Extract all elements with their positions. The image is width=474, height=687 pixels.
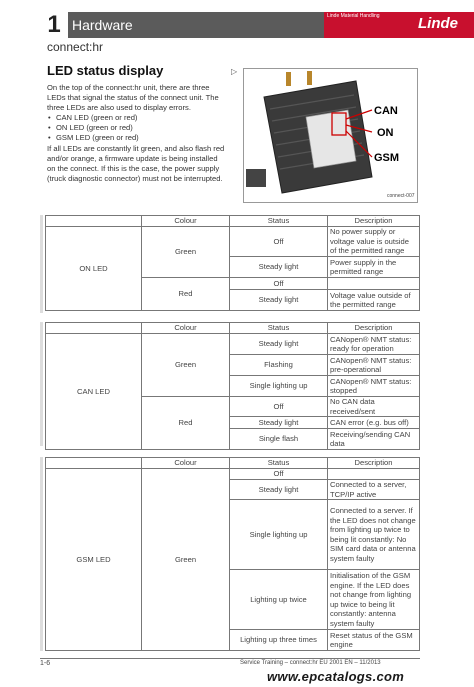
description-cell: Power supply in the permitted range — [328, 257, 420, 278]
table-header-colour: Colour — [142, 323, 230, 334]
linde-logo: Linde — [418, 15, 458, 32]
colour-cell: Green — [142, 227, 230, 278]
intro-text — [47, 83, 227, 184]
antenna-connector — [307, 71, 312, 85]
status-cell: Single lighting up — [230, 500, 328, 570]
group-label-on-led: ON LED — [46, 227, 142, 311]
status-cell: Off — [230, 278, 328, 290]
status-cell: Lighting up three times — [230, 630, 328, 651]
status-cell: Single flash — [230, 429, 328, 450]
page-number: 1-6 — [40, 660, 51, 667]
watermark: www.epcatalogs.com — [267, 669, 405, 684]
footer-rule — [40, 658, 420, 659]
table-header-colour: Colour — [142, 216, 230, 227]
page-subtitle: connect:hr — [47, 40, 104, 54]
intro-paragraph-2: If all LEDs are constantly lit green, and also flash red and/or orange, a firmware update is being installed on the connect. If this is the case, the power supply (truck diagnostic connector) must not be interrupted. — [47, 143, 225, 183]
colour-cell: Green — [142, 469, 230, 651]
table-header-status: Status — [230, 216, 328, 227]
photo-label-gsm: GSM — [374, 152, 400, 164]
description-cell: Connected to a server. If the LED does not change from lighting up twice to being lit constantly: No SIM card data or antenna system faulty — [328, 500, 420, 570]
table-header-description: Description — [328, 216, 420, 227]
table-header-spacer — [46, 458, 142, 469]
status-cell: Steady light — [230, 417, 328, 429]
description-cell: CANopen® NMT status: stopped — [328, 376, 420, 397]
colour-cell: Green — [142, 334, 230, 397]
status-cell: Off — [230, 397, 328, 417]
photo-label-can: CAN — [374, 105, 398, 117]
colour-cell: Red — [142, 397, 230, 450]
table-margin-mark — [40, 215, 43, 313]
status-cell: Single lighting up — [230, 376, 328, 397]
table-row — [46, 469, 420, 480]
status-cell: Flashing — [230, 355, 328, 376]
status-cell: Steady light — [230, 290, 328, 311]
led-list — [47, 113, 227, 143]
list-item: • GSM LED (green or red) — [56, 133, 227, 143]
table-header-spacer — [46, 323, 142, 334]
chapter-title: Hardware — [72, 17, 133, 33]
description-cell: CAN error (e.g. bus off) — [328, 417, 420, 429]
group-label-gsm-led: GSM LED — [46, 469, 142, 651]
description-cell: Reset status of the GSM engine — [328, 630, 420, 651]
gsm-led-table — [45, 457, 420, 651]
table-row — [46, 227, 420, 257]
description-cell — [328, 278, 420, 290]
status-cell: Steady light — [230, 480, 328, 500]
device-illustration — [244, 69, 417, 202]
antenna-connector — [286, 72, 291, 86]
table-header-colour: Colour — [142, 458, 230, 469]
photo-label-on: ON — [377, 127, 394, 139]
photo-code: connect-007 — [387, 193, 415, 199]
cable-connector — [246, 169, 266, 187]
footer-text: Service Training – connect:hr EU 2001 EN – 11/2013 — [240, 660, 381, 666]
section-title: LED status display — [47, 63, 164, 78]
description-cell: Receiving/sending CAN data — [328, 429, 420, 450]
description-cell: Voltage value outside of the permitted range — [328, 290, 420, 311]
description-cell: Initialisation of the GSM engine. If the LED does not change from lighting up twice to being lit constantly: antenna system faulty — [328, 570, 420, 630]
table-row — [46, 334, 420, 355]
status-cell: Steady light — [230, 334, 328, 355]
table-margin-mark — [40, 457, 43, 651]
brand-small-text: Linde Material Handling — [327, 13, 380, 19]
description-cell: CANopen® NMT status: pre-operational — [328, 355, 420, 376]
description-cell: No CAN data received/sent — [328, 397, 420, 417]
description-cell: Connected to a server, TCP/IP active — [328, 480, 420, 500]
list-item: • ON LED (green or red) — [56, 123, 227, 133]
table-header-description: Description — [328, 323, 420, 334]
chapter-number: 1 — [40, 12, 68, 38]
group-label-can-led: CAN LED — [46, 334, 142, 450]
table-header-status: Status — [230, 458, 328, 469]
colour-cell: Red — [142, 278, 230, 311]
arrow-icon: ▷ — [231, 67, 238, 76]
table-header-description: Description — [328, 458, 420, 469]
description-cell: No power supply or voltage value is outside of the permitted range — [328, 227, 420, 257]
description-cell — [328, 469, 420, 480]
can-led-table — [45, 322, 420, 450]
status-cell: Off — [230, 469, 328, 480]
status-cell: Steady light — [230, 257, 328, 278]
intro-paragraph-1: On the top of the connect:hr unit, there are three LEDs that signal the status of the connect unit. The three LEDs are also used to display errors. — [47, 83, 219, 113]
connect-unit-photo — [243, 68, 418, 203]
status-cell: Lighting up twice — [230, 570, 328, 630]
table-header-status: Status — [230, 323, 328, 334]
description-cell: CANopen® NMT status: ready for operation — [328, 334, 420, 355]
table-margin-mark — [40, 322, 43, 446]
on-led-table — [45, 215, 420, 311]
status-cell: Off — [230, 227, 328, 257]
table-header-spacer — [46, 216, 142, 227]
list-item: • CAN LED (green or red) — [56, 113, 227, 123]
